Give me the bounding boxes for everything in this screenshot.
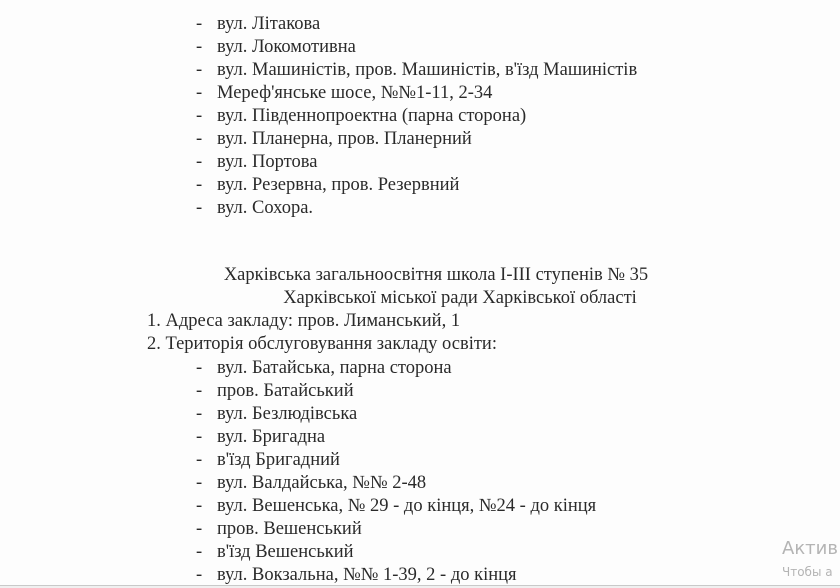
address-item: 1. Адреса закладу: пров. Лиманський, 1: [147, 311, 461, 331]
bullet-dash: -: [196, 519, 203, 539]
activation-watermark-title: Актив: [782, 538, 838, 559]
bullet-dash: -: [196, 404, 203, 424]
list-item-text: вул. Бригадна: [217, 427, 326, 447]
list-item-text: в'їзд Бригадний: [217, 450, 340, 470]
list-item-text: вул. Сохора.: [217, 198, 314, 218]
list-item-text: вул. Південнопроектна (парна сторона): [217, 106, 527, 126]
bullet-dash: -: [196, 473, 203, 493]
bullet-dash: -: [196, 427, 203, 447]
list-item-text: пров. Батайський: [217, 381, 354, 401]
list-item-text: вул. Батайська, парна сторона: [217, 358, 452, 378]
list-item-text: Мереф'янське шосе, №№1-11, 2-34: [217, 83, 493, 103]
list-item-text: вул. Літакова: [217, 14, 321, 34]
bullet-dash: -: [196, 542, 203, 562]
list-item-text: вул. Локомотивна: [217, 37, 356, 57]
bullet-dash: -: [196, 37, 203, 57]
list-item-text: в'їзд Вешенський: [217, 542, 354, 562]
bullet-dash: -: [196, 175, 203, 195]
list-item-text: вул. Безлюдівська: [217, 404, 358, 424]
school-title-line-1: Харківська загальноосвітня школа І-ІІІ ступенів № 35: [223, 265, 649, 285]
bullet-dash: -: [196, 565, 203, 585]
list-item-text: вул. Вокзальна, №№ 1-39, 2 - до кінця: [217, 565, 517, 585]
list-item-text: вул. Резервна, пров. Резервний: [217, 175, 460, 195]
bullet-dash: -: [196, 106, 203, 126]
bullet-dash: -: [196, 381, 203, 401]
list-item-text: вул. Планерна, пров. Планерний: [217, 129, 472, 149]
bullet-dash: -: [196, 450, 203, 470]
bullet-dash: -: [196, 129, 203, 149]
territory-item: 2. Територія обслуговування закладу освіти:: [147, 334, 497, 354]
list-item-text: вул. Портова: [217, 152, 318, 172]
bullet-dash: -: [196, 198, 203, 218]
list-item-text: пров. Вешенський: [217, 519, 362, 539]
bullet-dash: -: [196, 60, 203, 80]
bullet-dash: -: [196, 496, 203, 516]
bullet-dash: -: [196, 152, 203, 172]
list-item-text: вул. Валдайська, №№ 2-48: [217, 473, 427, 493]
bullet-dash: -: [196, 358, 203, 378]
activation-watermark-subtitle: Чтобы а: [782, 565, 833, 579]
list-item-text: вул. Машиністів, пров. Машиністів, в'їзд Машиністів: [217, 60, 638, 80]
bullet-dash: -: [196, 83, 203, 103]
bullet-dash: -: [196, 14, 203, 34]
school-title-line-2: Харківської міської ради Харківської області: [283, 288, 637, 308]
list-item-text: вул. Вешенська, № 29 - до кінця, №24 - до кінця: [217, 496, 597, 516]
